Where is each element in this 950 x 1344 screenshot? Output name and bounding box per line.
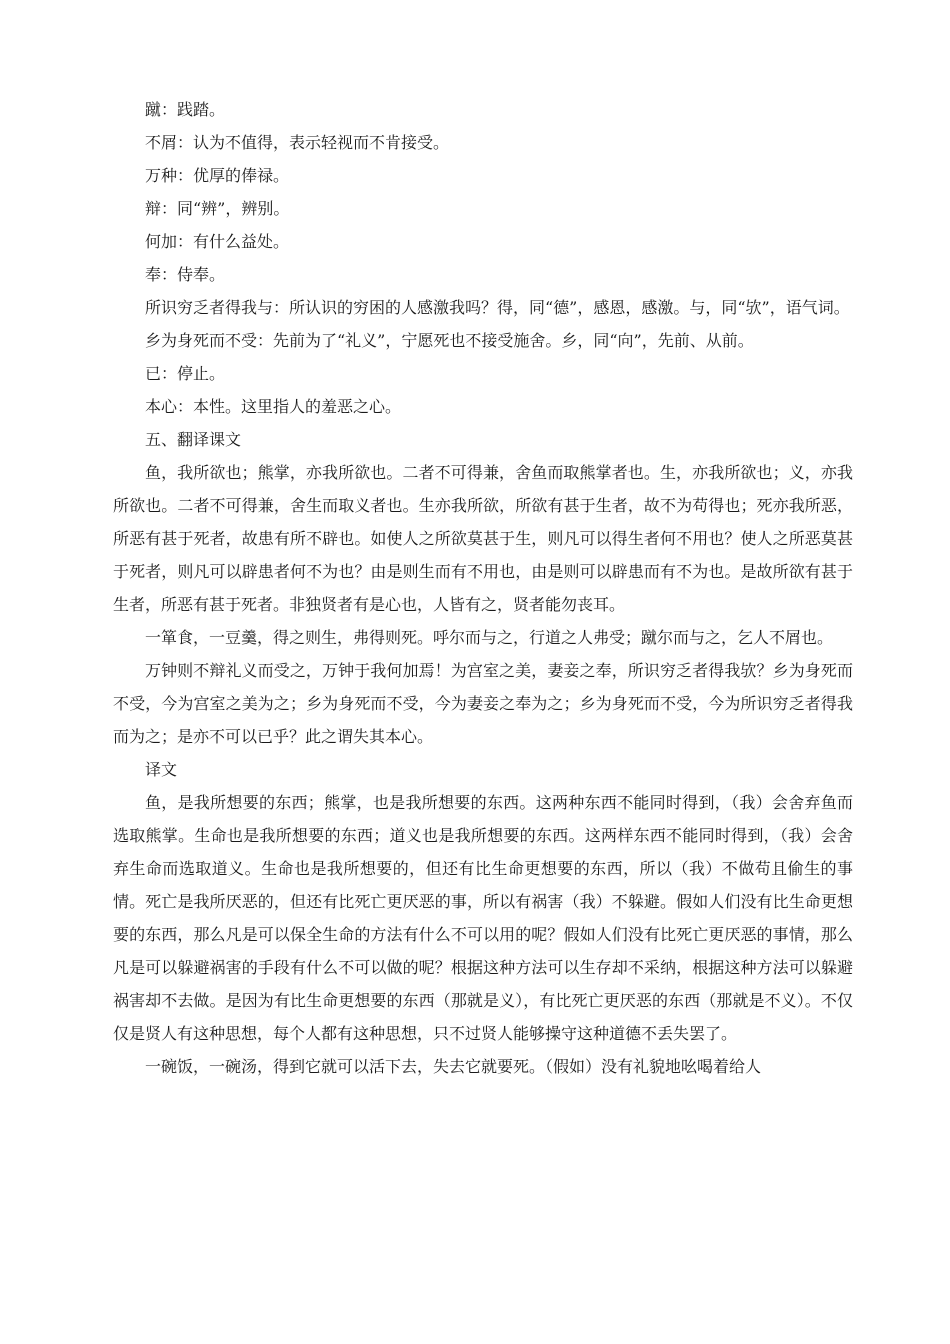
note-feng: 奉：侍奉。 — [145, 265, 226, 284]
original-text-paragraph: 一箪食，一豆羹，得之则生，弗得则死。呼尔而与之，行道之人弗受；蹴尔而与之，乞人不屑也。 — [145, 628, 834, 647]
note-xiangwei: 乡为身死而不受：先前为了“礼义”，宁愿死也不接受施舍。乡，同“向”，先前、从前。 — [145, 331, 754, 350]
original-text-paragraph: 万钟则不辩礼义而受之，万钟于我何加焉！为宫室之美，妻妾之奉，所识穷乏者得我欤？乡为身死而不受，今为宫室之美为之；乡为身死而不受，今为妻妾之奉为之；乡为身死而不受，今为所识穷乏者得我而为之；是亦不可以已乎？此之谓失其本心。 — [113, 661, 853, 746]
note-bian: 辩：同“辨”，辨别。 — [145, 199, 290, 218]
document-body — [113, 93, 853, 1083]
translation-paragraph: 鱼，是我所想要的东西；熊掌，也是我所想要的东西。这两种东西不能同时得到，（我）会舍弃鱼而选取熊掌。生命也是我所想要的东西；道义也是我所想要的东西。这两样东西不能同时得到，（我）会舍弃生命而选取道义。生命也是我所想要的，但还有比生命更想要的东西，所以（我）不做苟且偷生的事情。死亡是我所厌恶的，但还有比死亡更厌恶的事，所以有祸害（我）不躲避。假如人们没有比生命更想要的东西，那么凡是可以保全生命的方法有什么不可以用的呢？假如人们没有比死亡更厌恶的事情，那么凡是可以躲避祸害的手段有什么不可以做的呢？根据这种方法可以生存却不采纳，根据这种方法可以躲避祸害却不去做。是因为有比生命更想要的东西（那就是义），有比死亡更厌恶的东西（那就是不义）。不仅仅是贤人有这种思想，每个人都有这种思想，只不过贤人能够操守这种道德不丢失罢了。 — [113, 793, 853, 1043]
original-text-paragraph: 鱼，我所欲也；熊掌，亦我所欲也。二者不可得兼，舍鱼而取熊掌者也。生，亦我所欲也；义，亦我所欲也。二者不可得兼，舍生而取义者也。生亦我所欲，所欲有甚于生者，故不为苟得也；死亦我所恶，所恶有甚于死者，故患有所不辟也。如使人之所欲莫甚于生，则凡可以得生者何不用也？使人之所恶莫甚于死者，则凡可以辟患者何不为也？由是则生而有不用也，由是则可以辟患而有不为也。是故所欲有甚于生者，所恶有甚于死者。非独贤者有是心也，人皆有之，贤者能勿丧耳。 — [113, 463, 853, 614]
note-yi: 已：停止。 — [145, 364, 226, 383]
note-benxin: 本心：本性。这里指人的羞恶之心。 — [145, 397, 402, 416]
note-cu: 蹴：践踏。 — [145, 100, 226, 119]
translation-heading: 译文 — [145, 760, 178, 779]
translation-paragraph: 一碗饭，一碗汤，得到它就可以活下去，失去它就要死。（假如）没有礼貌地吆喝着给人 — [145, 1057, 762, 1076]
note-hejia: 何加：有什么益处。 — [145, 232, 290, 251]
note-wanzhong: 万种：优厚的俸禄。 — [145, 166, 290, 185]
note-suoshi: 所识穷乏者得我与：所认识的穷困的人感激我吗？得，同“德”，感恩，感激。与，同“欤”，语气词。 — [145, 298, 850, 317]
section-heading: 五、翻译课文 — [145, 430, 242, 449]
note-buxie: 不屑：认为不值得，表示轻视而不肯接受。 — [145, 133, 450, 152]
